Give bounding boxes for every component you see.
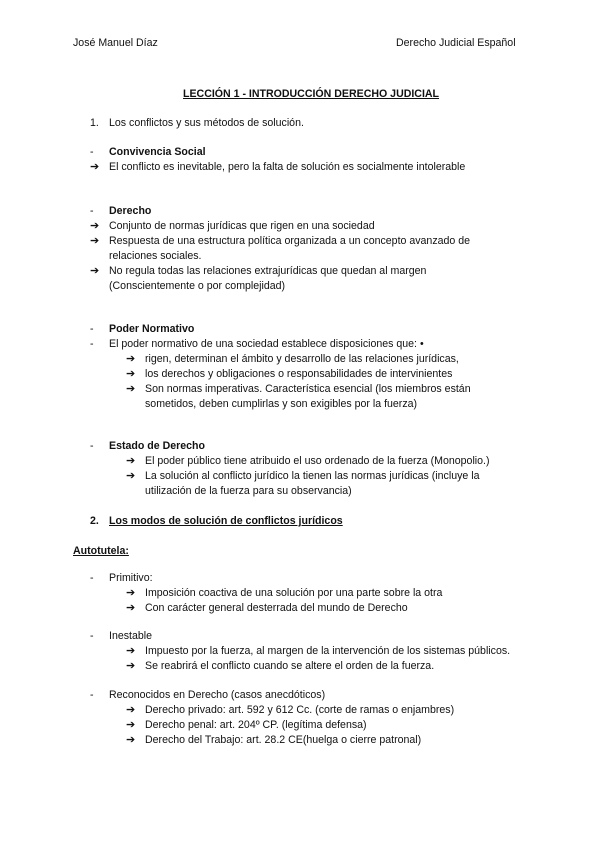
arrow-icon: ➔ bbox=[126, 719, 136, 731]
poder-heading: Poder Normativo bbox=[109, 323, 195, 335]
arrow-icon: ➔ bbox=[126, 353, 136, 365]
list-item: Se reabrirá el conflicto cuando se altere el orden de la fuerza. bbox=[145, 660, 435, 672]
arrow-icon: ➔ bbox=[126, 383, 136, 395]
section-1-number: 1. bbox=[90, 117, 99, 129]
bullet-dash: - bbox=[90, 146, 94, 158]
arrow-icon: ➔ bbox=[126, 455, 136, 467]
arrow-icon: ➔ bbox=[126, 660, 136, 672]
page-title: LECCIÓN 1 - INTRODUCCIÓN DERECHO JUDICIAL bbox=[183, 88, 440, 100]
arrow-icon: ➔ bbox=[126, 645, 136, 657]
primitivo-label: Primitivo: bbox=[109, 572, 153, 584]
list-item-continuation: utilización de la fuerza para su observancia) bbox=[145, 485, 352, 497]
arrow-icon: ➔ bbox=[126, 734, 136, 746]
arrow-icon: ➔ bbox=[126, 587, 136, 599]
inestable-label: Inestable bbox=[109, 630, 152, 642]
arrow-icon: ➔ bbox=[90, 161, 100, 173]
section-2-text: Los modos de solución de conflictos jurídicos bbox=[109, 515, 343, 527]
header-subject: Derecho Judicial Español bbox=[396, 37, 516, 49]
list-item: los derechos y obligaciones o responsabilidades de intervinientes bbox=[145, 368, 453, 380]
list-item: Impuesto por la fuerza, al margen de la intervención de los sistemas públicos. bbox=[145, 645, 511, 657]
bullet-dash: - bbox=[90, 323, 94, 335]
arrow-icon: ➔ bbox=[126, 704, 136, 716]
list-item: Derecho privado: art. 592 y 612 Cc. (corte de ramas o enjambres) bbox=[145, 704, 455, 716]
bullet-dash: - bbox=[90, 440, 94, 452]
list-item: No regula todas las relaciones extrajurídicas que quedan al margen bbox=[109, 265, 427, 277]
list-item: Conjunto de normas jurídicas que rigen en una sociedad bbox=[109, 220, 375, 232]
arrow-icon: ➔ bbox=[90, 235, 100, 247]
bullet-dash: - bbox=[90, 338, 94, 350]
header-author: José Manuel Díaz bbox=[73, 37, 158, 49]
estado-heading: Estado de Derecho bbox=[109, 440, 205, 452]
list-item: Derecho penal: art. 204º CP. (legítima defensa) bbox=[145, 719, 367, 731]
arrow-icon: ➔ bbox=[126, 602, 136, 614]
list-item: rigen, determinan el ámbito y desarrollo de las relaciones jurídicas, bbox=[145, 353, 459, 365]
convivencia-heading: Convivencia Social bbox=[109, 146, 206, 158]
list-item-continuation: sometidos, deben cumplirlas y son exigibles por la fuerza) bbox=[145, 398, 418, 410]
bullet-dash: - bbox=[90, 689, 94, 701]
section-1-text: Los conflictos y sus métodos de solución. bbox=[109, 117, 304, 129]
list-item: El poder público tiene atribuido el uso ordenado de la fuerza (Monopolio.) bbox=[145, 455, 490, 467]
list-item-continuation: relaciones sociales. bbox=[109, 250, 202, 262]
poder-intro: El poder normativo de una sociedad establece disposiciones que: • bbox=[109, 338, 424, 350]
arrow-icon: ➔ bbox=[90, 220, 100, 232]
derecho-heading: Derecho bbox=[109, 205, 152, 217]
list-item: Son normas imperativas. Característica esencial (los miembros están bbox=[145, 383, 471, 395]
bullet-dash: - bbox=[90, 630, 94, 642]
arrow-icon: ➔ bbox=[90, 265, 100, 277]
list-item: Con carácter general desterrada del mundo de Derecho bbox=[145, 602, 408, 614]
list-item: Respuesta de una estructura política organizada a un concepto avanzado de bbox=[109, 235, 471, 247]
list-item: Derecho del Trabajo: art. 28.2 CE(huelga o cierre patronal) bbox=[145, 734, 422, 746]
bullet-dash: - bbox=[90, 205, 94, 217]
arrow-icon: ➔ bbox=[126, 470, 136, 482]
section-2-number: 2. bbox=[90, 515, 99, 527]
autotutela-heading: Autotutela: bbox=[73, 545, 129, 557]
arrow-icon: ➔ bbox=[126, 368, 136, 380]
list-item: El conflicto es inevitable, pero la falta de solución es socialmente intolerable bbox=[109, 161, 466, 173]
list-item-continuation: (Conscientemente o por complejidad) bbox=[109, 280, 286, 292]
list-item: Imposición coactiva de una solución por una parte sobre la otra bbox=[145, 587, 443, 599]
reconocidos-label: Reconocidos en Derecho (casos anecdóticos) bbox=[109, 689, 326, 701]
bullet-dash: - bbox=[90, 572, 94, 584]
list-item: La solución al conflicto jurídico la tienen las normas jurídicas (incluye la bbox=[145, 470, 480, 482]
